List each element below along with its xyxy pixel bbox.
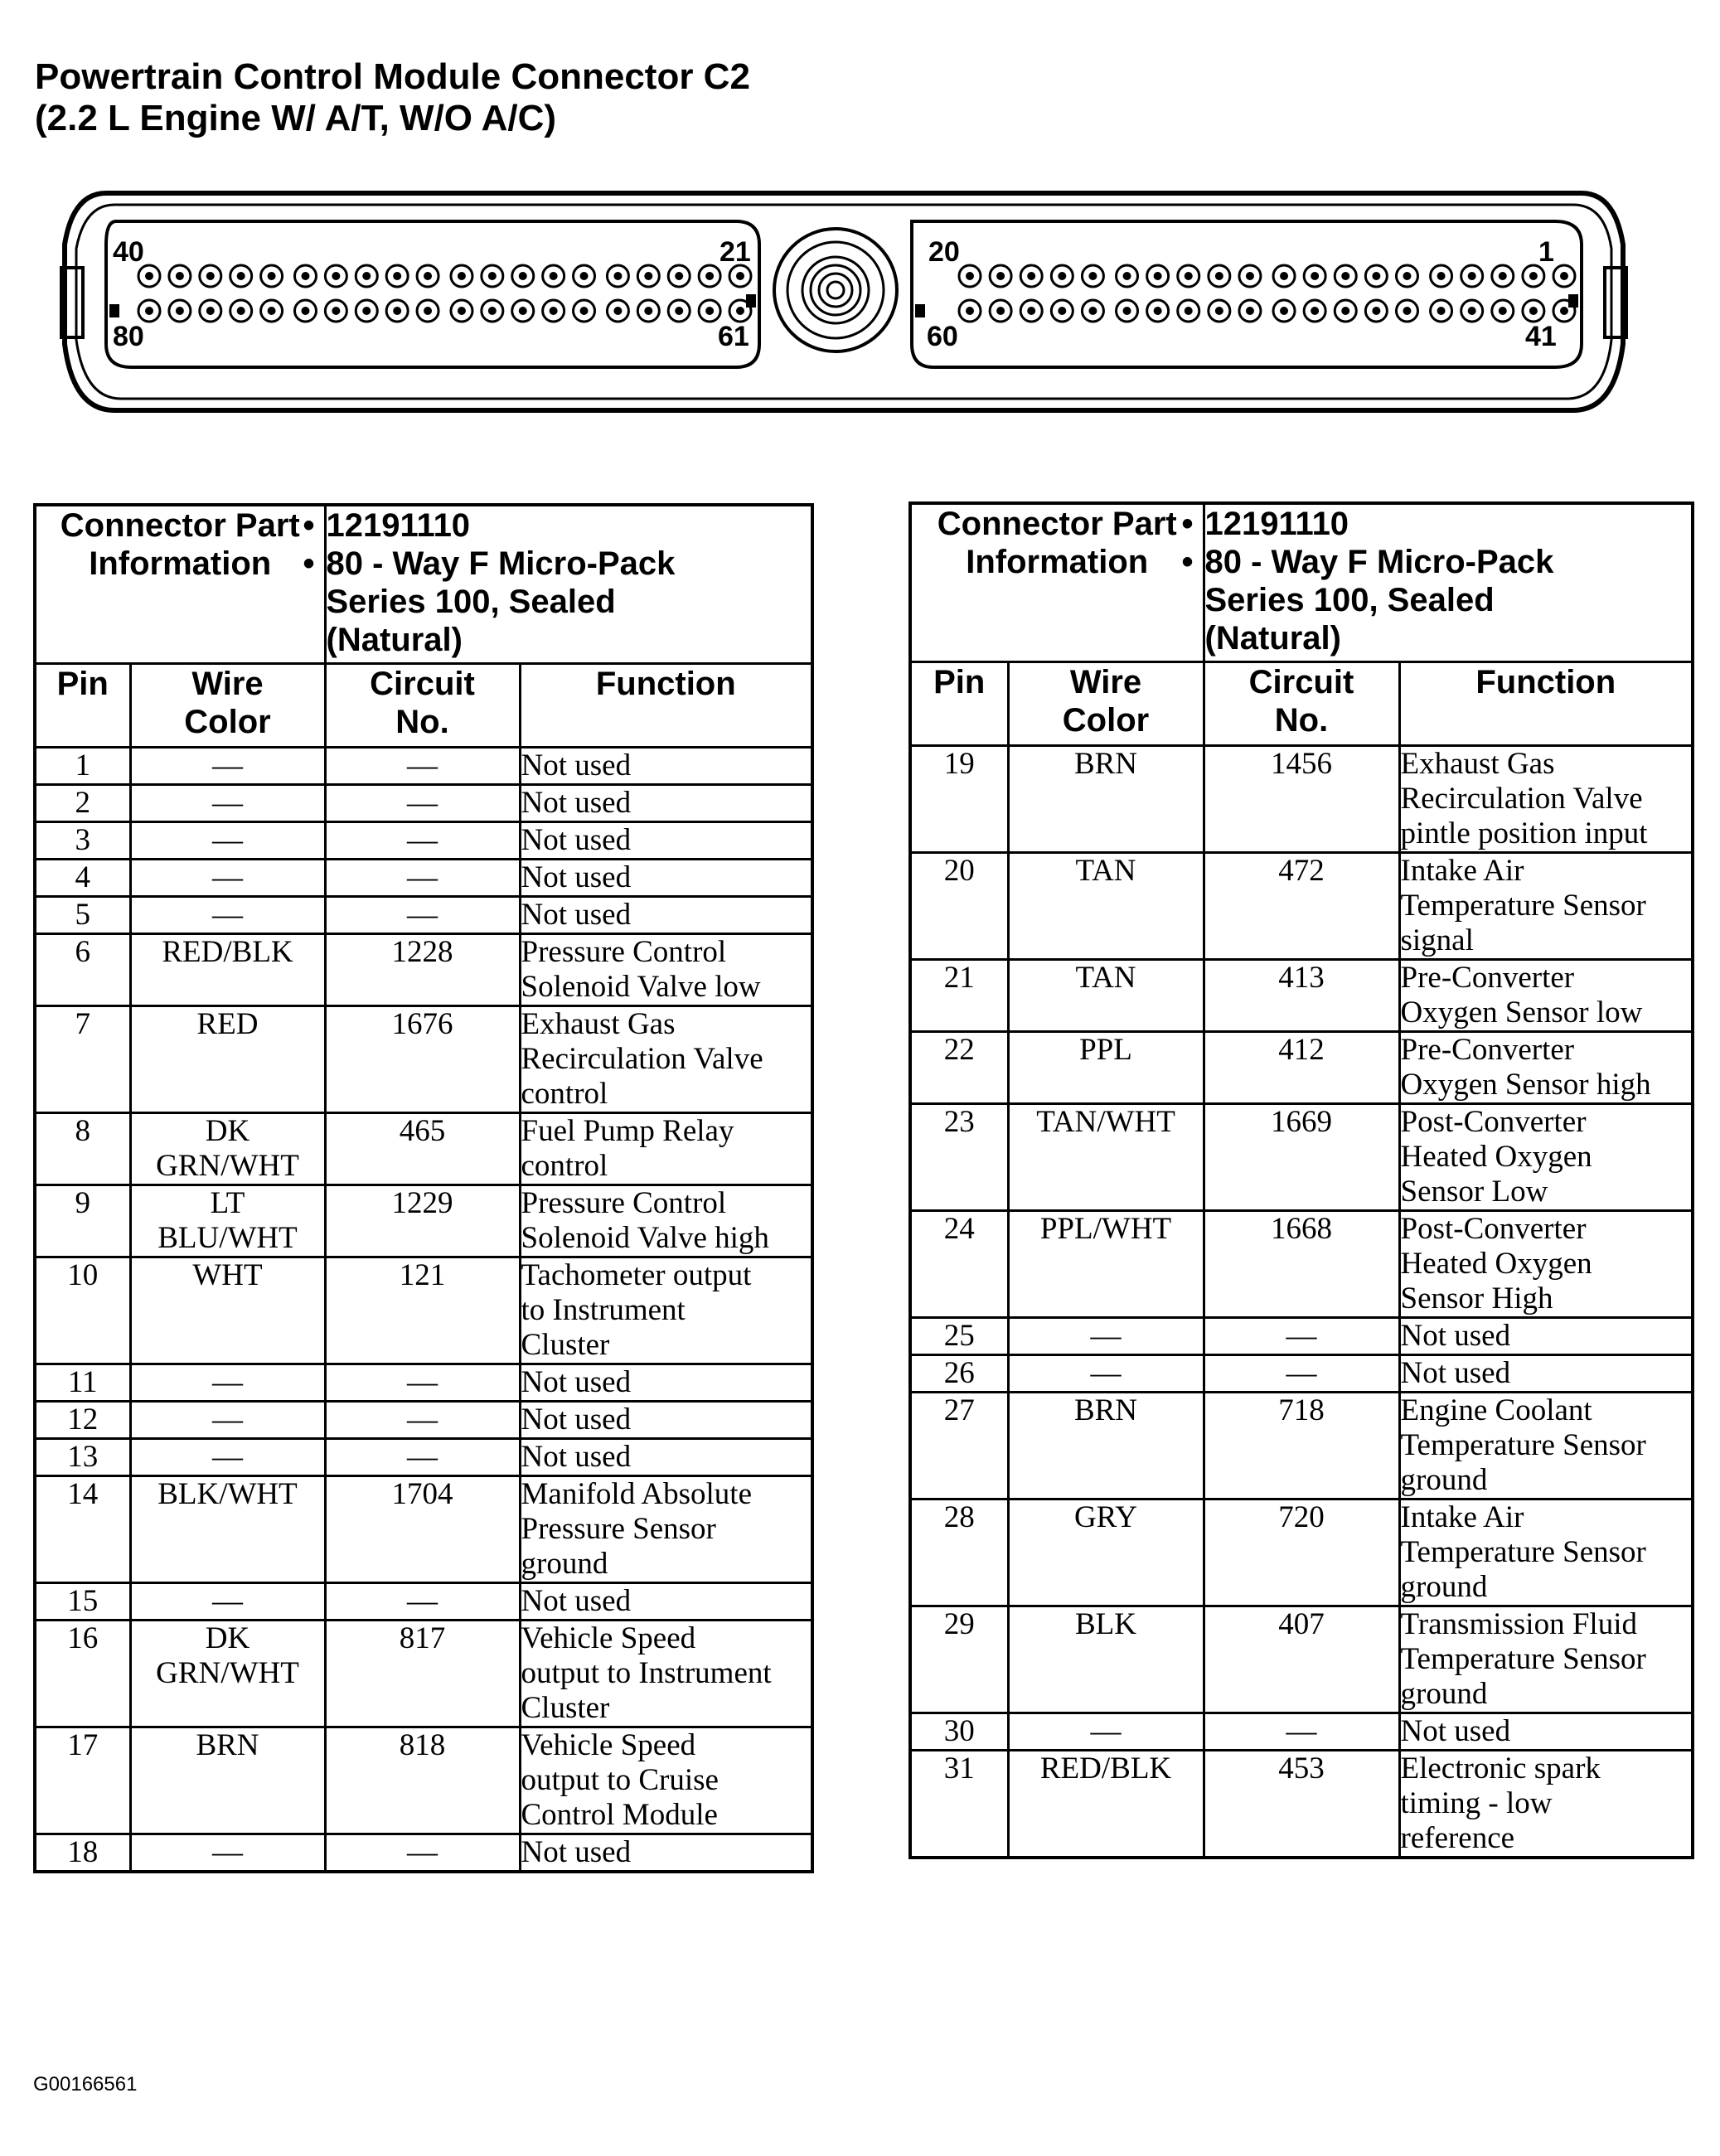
pin-cell: 27 [910,1393,1008,1500]
function-cell: Not used [520,897,812,934]
wire-color-cell: — [1008,1318,1204,1355]
circuit-cell: — [1204,1318,1399,1355]
part-description-1: 80 - Way F Micro-Pack [326,545,676,582]
circuit-cell: 1456 [1204,746,1399,853]
circuit-cell: — [325,897,520,934]
part-description-3: (Natural) [1204,620,1341,656]
wire-color-cell: BLK/WHT [130,1476,325,1583]
circuit-cell: 1668 [1204,1211,1399,1318]
circuit-cell: 1669 [1204,1104,1399,1211]
function-cell: Not used [1399,1355,1693,1393]
function-cell: Engine Coolant Temperature Sensor ground [1399,1393,1693,1500]
table-row [35,785,812,822]
pin-cell: 29 [910,1606,1008,1713]
wire-color-cell: — [130,897,325,934]
function-cell: Pre-Converter Oxygen Sensor high [1399,1032,1693,1104]
function-cell: Intake Air Temperature Sensor signal [1399,853,1693,960]
pin-contact [1058,272,1066,280]
pin-contact [1468,272,1476,280]
wire-color-cell: — [130,1834,325,1873]
pin-contact [458,272,466,280]
pin-contact [1372,272,1380,280]
circuit-cell: — [325,1583,520,1621]
pin-contact [1403,272,1411,280]
pin-contact [1154,272,1162,280]
pin-contact [1215,307,1223,315]
wire-color-cell: BRN [1008,746,1204,853]
pin-contact [1246,307,1254,315]
part-description-2: Series 100, Sealed [326,584,616,620]
pin-contact [996,307,1005,315]
pinout-rows-left [35,748,812,1873]
wire-color-cell: TAN [1008,960,1204,1032]
pin-contact [519,307,527,315]
pin-contact [550,272,558,280]
pin-cell: 10 [35,1257,130,1364]
pin-label-41: 41 [1525,321,1557,352]
pin-label-61: 61 [718,321,749,352]
wire-color-cell: TAN/WHT [1008,1104,1204,1211]
pin-contact [332,307,340,315]
pin-contact [1027,307,1035,315]
pin-contact [1560,272,1568,280]
pin-contact [206,272,215,280]
title-line-1: Powertrain Control Module Connector C2 [35,56,750,97]
pin-contact [705,272,714,280]
pin-cell: 20 [910,853,1008,960]
pin-contact [1246,272,1254,280]
pin-cell: 3 [35,822,130,860]
pinout-table-left [33,503,814,1873]
col-header-pin: Pin [910,662,1008,746]
pin-cell: 9 [35,1185,130,1257]
wire-color-cell: RED/BLK [130,934,325,1006]
pin-contact [580,272,589,280]
pin-contact [1341,272,1349,280]
table-row [910,746,1693,853]
pin-contact [393,272,401,280]
function-cell: Post-Converter Heated Oxygen Sensor Low [1399,1104,1693,1211]
pin-contact [176,272,184,280]
wire-color-cell: GRY [1008,1500,1204,1606]
circuit-cell: — [1204,1713,1399,1751]
circuit-cell: — [325,822,520,860]
function-cell: Not used [520,1402,812,1439]
wire-color-cell: TAN [1008,853,1204,960]
wire-color-cell: BLK [1008,1606,1204,1713]
pin-contact [1468,307,1476,315]
circuit-cell: — [325,860,520,897]
wire-color-cell: RED [130,1006,325,1113]
function-cell: Vehicle Speed output to Cruise Control Module [520,1727,812,1834]
function-cell: Exhaust Gas Recirculation Valve pintle position input [1399,746,1693,853]
table-row [910,1355,1693,1393]
pin-contact [675,307,683,315]
col-header-circuit: Circuit No. [325,664,520,748]
page-title [35,56,750,139]
pin-contact [206,307,215,315]
table-row [35,1402,812,1439]
function-cell: Not used [520,1834,812,1873]
part-number: 12191110 [1204,506,1349,542]
column-header-row [910,662,1693,746]
pin-cell: 15 [35,1583,130,1621]
pin-cell: 23 [910,1104,1008,1211]
figure-id: G00166561 [33,2073,138,2095]
pin-contact [1437,307,1446,315]
pin-contact [362,272,371,280]
pin-rows [138,265,1575,322]
table-row [35,822,812,860]
part-description-1: 80 - Way F Micro-Pack [1204,544,1554,580]
function-cell: Post-Converter Heated Oxygen Sensor High [1399,1211,1693,1318]
table-row [910,1104,1693,1211]
pin-contact [644,307,652,315]
part-info-label: Connector Part Information [35,505,325,664]
pin-label-40: 40 [113,236,144,268]
pin-contact [145,307,153,315]
function-cell: Manifold Absolute Pressure Sensor ground [520,1476,812,1583]
wire-color-cell: — [130,748,325,785]
part-info-label: Connector Part Information [910,503,1204,662]
pin-contact [705,307,714,315]
col-header-function: Function [520,664,812,748]
table-row [35,748,812,785]
wire-color-cell: — [130,785,325,822]
pin-label-60: 60 [927,321,958,352]
pin-contact [966,272,974,280]
pin-contact [1529,272,1538,280]
table-row [35,860,812,897]
pin-contact [613,272,622,280]
pin-cell: 28 [910,1500,1008,1606]
connector-diagram [56,170,1631,419]
pin-contact [1123,307,1131,315]
pin-contact [1341,307,1349,315]
pin-contact [1311,307,1319,315]
circuit-cell: 1228 [325,934,520,1006]
wire-color-cell: — [1008,1355,1204,1393]
pin-contact [1185,307,1193,315]
mid-right-key-notch [915,304,925,317]
pin-contact [644,272,652,280]
wire-color-cell: — [130,1364,325,1402]
table-row [910,960,1693,1032]
pin-cell: 12 [35,1402,130,1439]
table-row [35,1185,812,1257]
wire-color-cell: WHT [130,1257,325,1364]
pin-cell: 21 [910,960,1008,1032]
col-header-pin: Pin [35,664,130,748]
pin-cell: 22 [910,1032,1008,1104]
table-row [35,1727,812,1834]
circuit-cell: 465 [325,1113,520,1185]
pin-cell: 30 [910,1713,1008,1751]
table-row [910,1500,1693,1606]
table-row [35,1583,812,1621]
wire-color-cell: — [130,860,325,897]
circuit-cell: — [325,748,520,785]
table-row [910,1393,1693,1500]
function-cell: Not used [520,1439,812,1476]
function-cell: Not used [1399,1713,1693,1751]
pin-cell: 17 [35,1727,130,1834]
pin-contact [1403,307,1411,315]
function-cell: Not used [520,1364,812,1402]
pin-contact [1280,272,1288,280]
column-header-row [35,664,812,748]
circuit-cell: 1676 [325,1006,520,1113]
pin-contact [268,307,276,315]
circuit-cell: — [325,1402,520,1439]
function-cell: Pressure Control Solenoid Valve low [520,934,812,1006]
function-cell: Not used [1399,1318,1693,1355]
pin-contact [519,272,527,280]
pin-contact [332,272,340,280]
function-cell: Not used [520,860,812,897]
left-cavity [106,221,759,367]
pin-contact [237,307,245,315]
pin-contact [1560,307,1568,315]
part-description-3: (Natural) [326,622,463,658]
pin-cell: 31 [910,1751,1008,1858]
function-cell: Electronic spark timing - low reference [1399,1751,1693,1858]
function-cell: Exhaust Gas Recirculation Valve control [520,1006,812,1113]
circuit-cell: — [325,1834,520,1873]
wire-color-cell: LT BLU/WHT [130,1185,325,1257]
function-cell: Pre-Converter Oxygen Sensor low [1399,960,1693,1032]
wire-color-cell: — [130,1439,325,1476]
part-info-row [910,503,1693,662]
table-row [35,1257,812,1364]
pin-contact [237,272,245,280]
circuit-cell: 121 [325,1257,520,1364]
wire-color-cell: DK GRN/WHT [130,1621,325,1727]
pin-contact [145,272,153,280]
circuit-cell: 818 [325,1727,520,1834]
function-cell: Not used [520,748,812,785]
wire-color-cell: — [130,1402,325,1439]
table-row [910,1606,1693,1713]
pin-contact [268,272,276,280]
pin-contact [1311,272,1319,280]
pin-cell: 7 [35,1006,130,1113]
table-row [35,1113,812,1185]
pin-contact [301,307,309,315]
wire-color-cell: — [130,1583,325,1621]
pin-contact [675,272,683,280]
pin-contact [1154,307,1162,315]
function-cell: Fuel Pump Relay control [520,1113,812,1185]
pin-cell: 25 [910,1318,1008,1355]
circuit-cell: 472 [1204,853,1399,960]
table-row [35,1834,812,1873]
col-header-circuit: Circuit No. [1204,662,1399,746]
circuit-cell: 1704 [325,1476,520,1583]
function-cell: Not used [520,822,812,860]
circuit-cell: 718 [1204,1393,1399,1500]
pinout-table-right [908,501,1694,1859]
function-cell: Not used [520,1583,812,1621]
circuit-cell: 817 [325,1621,520,1727]
function-cell: Vehicle Speed output to Instrument Cluster [520,1621,812,1727]
pin-contact [1088,307,1097,315]
pin-contact [1088,272,1097,280]
pin-cell: 26 [910,1355,1008,1393]
pin-cell: 4 [35,860,130,897]
pin-contact [1499,272,1507,280]
circuit-cell: 407 [1204,1606,1399,1713]
wire-color-cell: BRN [130,1727,325,1834]
part-description-2: Series 100, Sealed [1204,582,1495,618]
function-cell: Pressure Control Solenoid Valve high [520,1185,812,1257]
pin-cell: 5 [35,897,130,934]
pin-contact [1027,272,1035,280]
pin-contact [550,307,558,315]
pin-contact [1437,272,1446,280]
circuit-cell: 720 [1204,1500,1399,1606]
pin-label-1: 1 [1538,236,1554,268]
pin-cell: 18 [35,1834,130,1873]
wire-color-cell: — [130,822,325,860]
title-line-2: (2.2 L Engine W/ A/T, W/O A/C) [35,98,557,138]
table-row [35,934,812,1006]
pin-contact [580,307,589,315]
pin-contact [966,307,974,315]
pin-cell: 1 [35,748,130,785]
col-header-wire-color: Wire Color [130,664,325,748]
pin-contact [393,307,401,315]
circuit-cell: 413 [1204,960,1399,1032]
part-number: 12191110 [326,507,471,544]
pin-contact [996,272,1005,280]
pin-contact [488,272,497,280]
pin-label-20: 20 [928,236,960,268]
pin-contact [424,272,432,280]
pin-contact [613,307,622,315]
pin-contact [488,307,497,315]
pin-contact [1058,307,1066,315]
pin-contact [1499,307,1507,315]
table-row [910,853,1693,960]
table-row [35,1621,812,1727]
pin-cell: 11 [35,1364,130,1402]
table-row [910,1211,1693,1318]
circuit-cell: — [325,1439,520,1476]
pin-cell: 14 [35,1476,130,1583]
part-info-values: • 12191110 • 80 - Way F Micro-Pack Series 100, Sealed (Natural) [1204,503,1693,662]
pin-contact [736,307,744,315]
pin-label-80: 80 [113,321,144,352]
table-row [910,1751,1693,1858]
pin-cell: 19 [910,746,1008,853]
function-cell: Intake Air Temperature Sensor ground [1399,1500,1693,1606]
table-row [910,1713,1693,1751]
table-row [35,1364,812,1402]
circuit-cell: 412 [1204,1032,1399,1104]
function-cell: Transmission Fluid Temperature Sensor ground [1399,1606,1693,1713]
pin-cell: 16 [35,1621,130,1727]
circuit-cell: 1229 [325,1185,520,1257]
pin-contact [362,307,371,315]
table-row [35,897,812,934]
pin-label-21: 21 [719,236,751,268]
pinout-rows-right [910,746,1693,1858]
part-info-row [35,505,812,664]
pin-cell: 6 [35,934,130,1006]
center-bolt [774,229,897,351]
pin-contact [458,307,466,315]
pin-contact [176,307,184,315]
wire-color-cell: DK GRN/WHT [130,1113,325,1185]
circuit-cell: — [1204,1355,1399,1393]
wire-color-cell: PPL [1008,1032,1204,1104]
pin-contact [1185,272,1193,280]
pin-contact [1123,272,1131,280]
pin-contact [1215,272,1223,280]
table-row [35,1006,812,1113]
function-cell: Not used [520,785,812,822]
circuit-cell: 453 [1204,1751,1399,1858]
pin-contact [1372,307,1380,315]
table-row [910,1032,1693,1104]
table-row [910,1318,1693,1355]
function-cell: Tachometer output to Instrument Cluster [520,1257,812,1364]
pin-cell: 2 [35,785,130,822]
pin-contact [301,272,309,280]
right-cavity [912,221,1582,367]
pin-cell: 13 [35,1439,130,1476]
wire-color-cell: PPL/WHT [1008,1211,1204,1318]
pin-cell: 24 [910,1211,1008,1318]
pin-contact [736,272,744,280]
table-row [35,1476,812,1583]
table-row [35,1439,812,1476]
circuit-cell: — [325,785,520,822]
pin-contact [1280,307,1288,315]
pin-contact [1529,307,1538,315]
wire-color-cell: BRN [1008,1393,1204,1500]
left-key-notch [109,304,119,317]
circuit-cell: — [325,1364,520,1402]
col-header-wire-color: Wire Color [1008,662,1204,746]
col-header-function: Function [1399,662,1693,746]
wire-color-cell: — [1008,1713,1204,1751]
pin-contact [424,307,432,315]
wire-color-cell: RED/BLK [1008,1751,1204,1858]
pin-cell: 8 [35,1113,130,1185]
part-info-values: • 12191110 • 80 - Way F Micro-Pack Series 100, Sealed (Natural) [325,505,812,664]
